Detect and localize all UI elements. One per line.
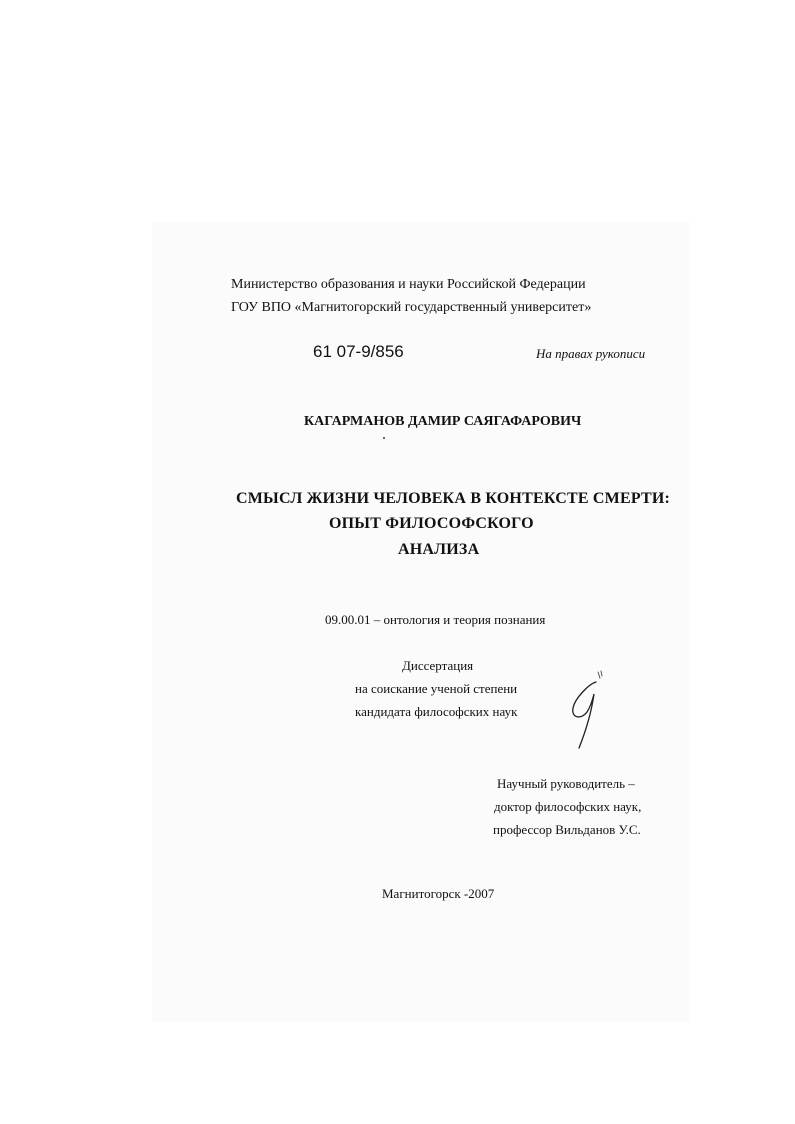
dissertation-line-3: кандидата философских наук [355,704,518,719]
thesis-title-line-1: СМЫСЛ ЖИЗНИ ЧЕЛОВЕКА В КОНТЕКСТЕ СМЕРТИ: [236,490,671,507]
thesis-title-line-2: ОПЫТ ФИЛОСОФСКОГО [329,515,534,532]
catalog-code: 61 07-9/856 [313,342,404,361]
university-line: ГОУ ВПО «Магнитогорский государственный университет» [231,300,592,315]
supervisor-line-3: профессор Вильданов У.С. [493,822,641,837]
scan-speck [383,437,385,439]
author-name: КАГАРМАНОВ ДАМИР САЯГАФАРОВИЧ [304,414,582,429]
handwritten-signature-icon [563,668,613,752]
specialty-code: 09.00.01 – онтология и теория познания [325,612,546,627]
city-year: Магнитогорск -2007 [382,886,495,901]
supervisor-line-1: Научный руководитель – [497,776,635,791]
thesis-title-line-3: АНАЛИЗА [398,541,480,558]
dissertation-line-1: Диссертация [402,658,474,673]
supervisor-line-2: доктор философских наук, [494,799,642,814]
ministry-line: Министерство образования и науки Российской Федерации [231,277,586,292]
manuscript-note: На правах рукописи [536,346,646,361]
dissertation-line-2: на соискание ученой степени [355,681,518,696]
